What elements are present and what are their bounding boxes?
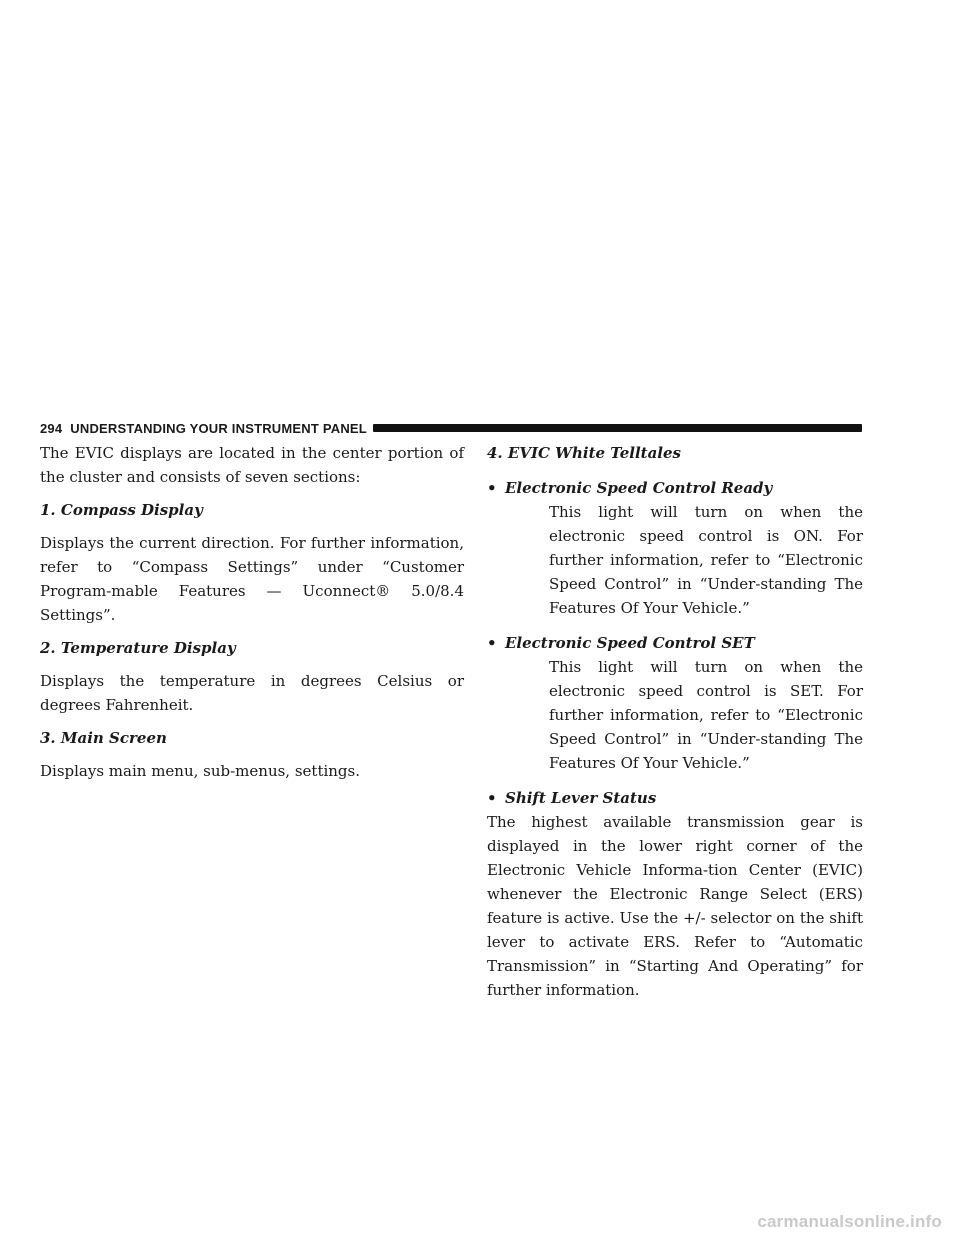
- bullet-label: Electronic Speed Control Ready: [505, 479, 773, 497]
- bullet-body: This light will turn on when the electronic speed control is SET. For further information, refer to “Electronic Speed Control” in “Under-standing The Features Of Your Vehicle.”: [549, 658, 863, 772]
- page-number: 294: [40, 420, 63, 436]
- section-body-main-screen: Displays main menu, sub-menus, settings.: [40, 762, 360, 780]
- section-heading-telltales: 4. EVIC White Telltales: [487, 444, 681, 462]
- bullet-label: Shift Lever Status: [505, 789, 657, 807]
- bullet-dot-icon: •: [487, 634, 497, 652]
- intro-paragraph: The EVIC displays are located in the center portion of the cluster and consists of seven sections:: [40, 444, 464, 486]
- left-column: [40, 441, 464, 783]
- bullet-dot-icon: •: [487, 789, 497, 807]
- bullet-shift-lever-status: [487, 786, 863, 810]
- section-heading-compass: 1. Compass Display: [40, 501, 203, 519]
- right-column: [487, 441, 863, 1002]
- watermark: carmanualsonline.info: [757, 1212, 942, 1231]
- section-heading-main-screen: 3. Main Screen: [40, 729, 167, 747]
- bullet-body: This light will turn on when the electronic speed control is ON. For further information, refer to “Electronic Speed Control” in “Under-standing The Features Of Your Vehicle.”: [549, 503, 863, 617]
- bullet-body: The highest available transmission gear is displayed in the lower right corner of the Electronic Vehicle Informa-tion Center (EVIC) whenever the Electronic Range Select (ERS) feature is active. Use the +/- selector on the shift lever to activate ERS. Refer to “Automatic Transmission” in “Starting And Operating” for further information.: [487, 813, 863, 999]
- section-body-compass: Displays the current direction. For further information, refer to “Compass Settings” under “Customer Program-mable Features — Uconnect® 5.0/8.4 Settings”.: [40, 534, 464, 624]
- bullet-dot-icon: •: [487, 479, 497, 497]
- header-rule: [373, 424, 862, 432]
- bullet-speed-control-set: [487, 631, 863, 655]
- bullet-label: Electronic Speed Control SET: [505, 634, 755, 652]
- section-body-temperature: Displays the temperature in degrees Celsius or degrees Fahrenheit.: [40, 672, 464, 714]
- section-heading-temperature: 2. Temperature Display: [40, 639, 236, 657]
- page-header: [40, 418, 862, 438]
- section-title: UNDERSTANDING YOUR INSTRUMENT PANEL: [70, 420, 367, 436]
- bullet-speed-control-ready: [487, 476, 863, 500]
